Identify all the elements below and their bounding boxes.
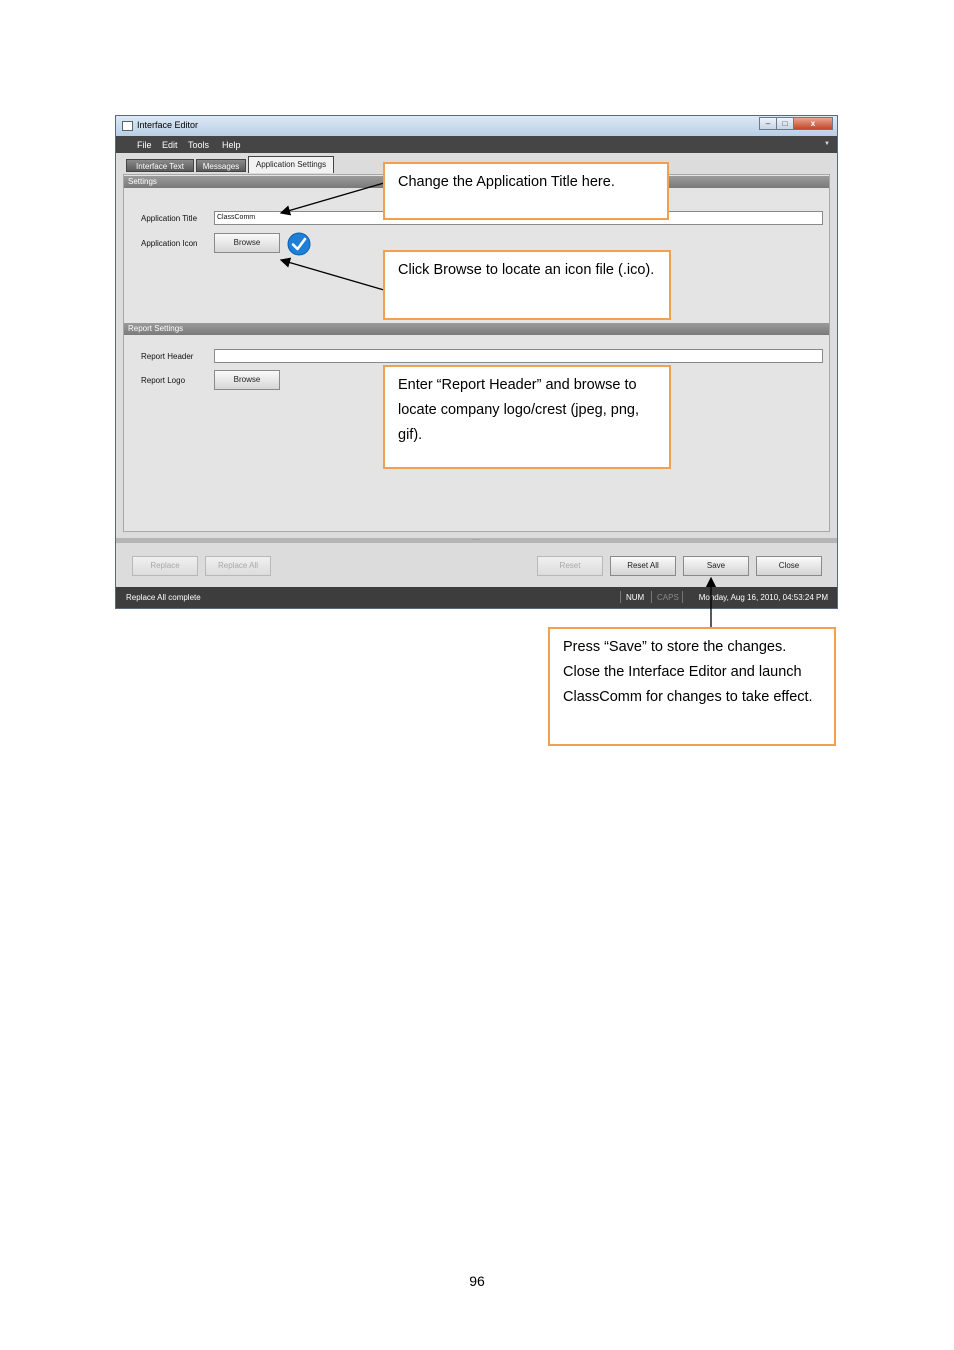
window-title: Interface Editor <box>137 120 199 130</box>
application-title-label: Application Title <box>141 214 198 223</box>
page-number: 96 <box>469 1273 485 1289</box>
minimize-button[interactable]: – <box>759 117 777 130</box>
tab-application-settings[interactable]: Application Settings <box>248 156 334 173</box>
save-button[interactable]: Save <box>683 556 749 576</box>
application-icon-browse-button[interactable]: Browse <box>214 233 280 253</box>
menu-overflow-icon[interactable]: ▼ <box>824 141 830 147</box>
menu-tools[interactable]: Tools <box>188 140 210 150</box>
callout-application-title: Change the Application Title here. <box>383 162 669 220</box>
report-header-label: Report Header <box>141 352 194 361</box>
caps-lock-indicator: CAPS <box>657 593 679 602</box>
tab-messages[interactable]: Messages <box>196 159 246 172</box>
report-logo-browse-button[interactable]: Browse <box>214 370 280 390</box>
menu-help[interactable]: Help <box>222 140 241 150</box>
splitter-handle[interactable]: ···· <box>116 538 837 543</box>
callout-application-icon: Click Browse to locate an icon file (.ico). <box>383 250 671 320</box>
close-window-button[interactable]: x <box>793 117 833 130</box>
arrow-title <box>281 183 384 213</box>
settings-section-header: Settings <box>124 176 829 188</box>
report-logo-label: Report Logo <box>141 376 186 385</box>
arrow-icon <box>281 260 384 290</box>
status-datetime: Monday, Aug 16, 2010, 04:53:24 PM <box>698 593 828 602</box>
callout-save: Press “Save” to store the changes. Close the Interface Editor and launch ClassComm for changes to take effect. <box>548 627 836 746</box>
reset-all-button[interactable]: Reset All <box>610 556 676 576</box>
application-icon-label: Application Icon <box>141 239 198 248</box>
replace-button[interactable]: Replace <box>132 556 198 576</box>
maximize-button[interactable]: □ <box>776 117 794 130</box>
close-button[interactable]: Close <box>756 556 822 576</box>
application-title-input[interactable]: ClassComm <box>214 211 823 225</box>
tab-interface-text[interactable]: Interface Text <box>126 159 194 172</box>
reset-button[interactable]: Reset <box>537 556 603 576</box>
num-lock-indicator: NUM <box>626 593 645 602</box>
status-message: Replace All complete <box>126 593 201 602</box>
report-settings-section-header: Report Settings <box>124 323 829 335</box>
callout-report-settings: Enter “Report Header” and browse to locate company logo/crest (jpeg, png, gif). <box>383 365 671 469</box>
menu-edit[interactable]: Edit <box>162 140 178 150</box>
replace-all-button[interactable]: Replace All <box>205 556 271 576</box>
menu-file[interactable]: File <box>137 140 152 150</box>
